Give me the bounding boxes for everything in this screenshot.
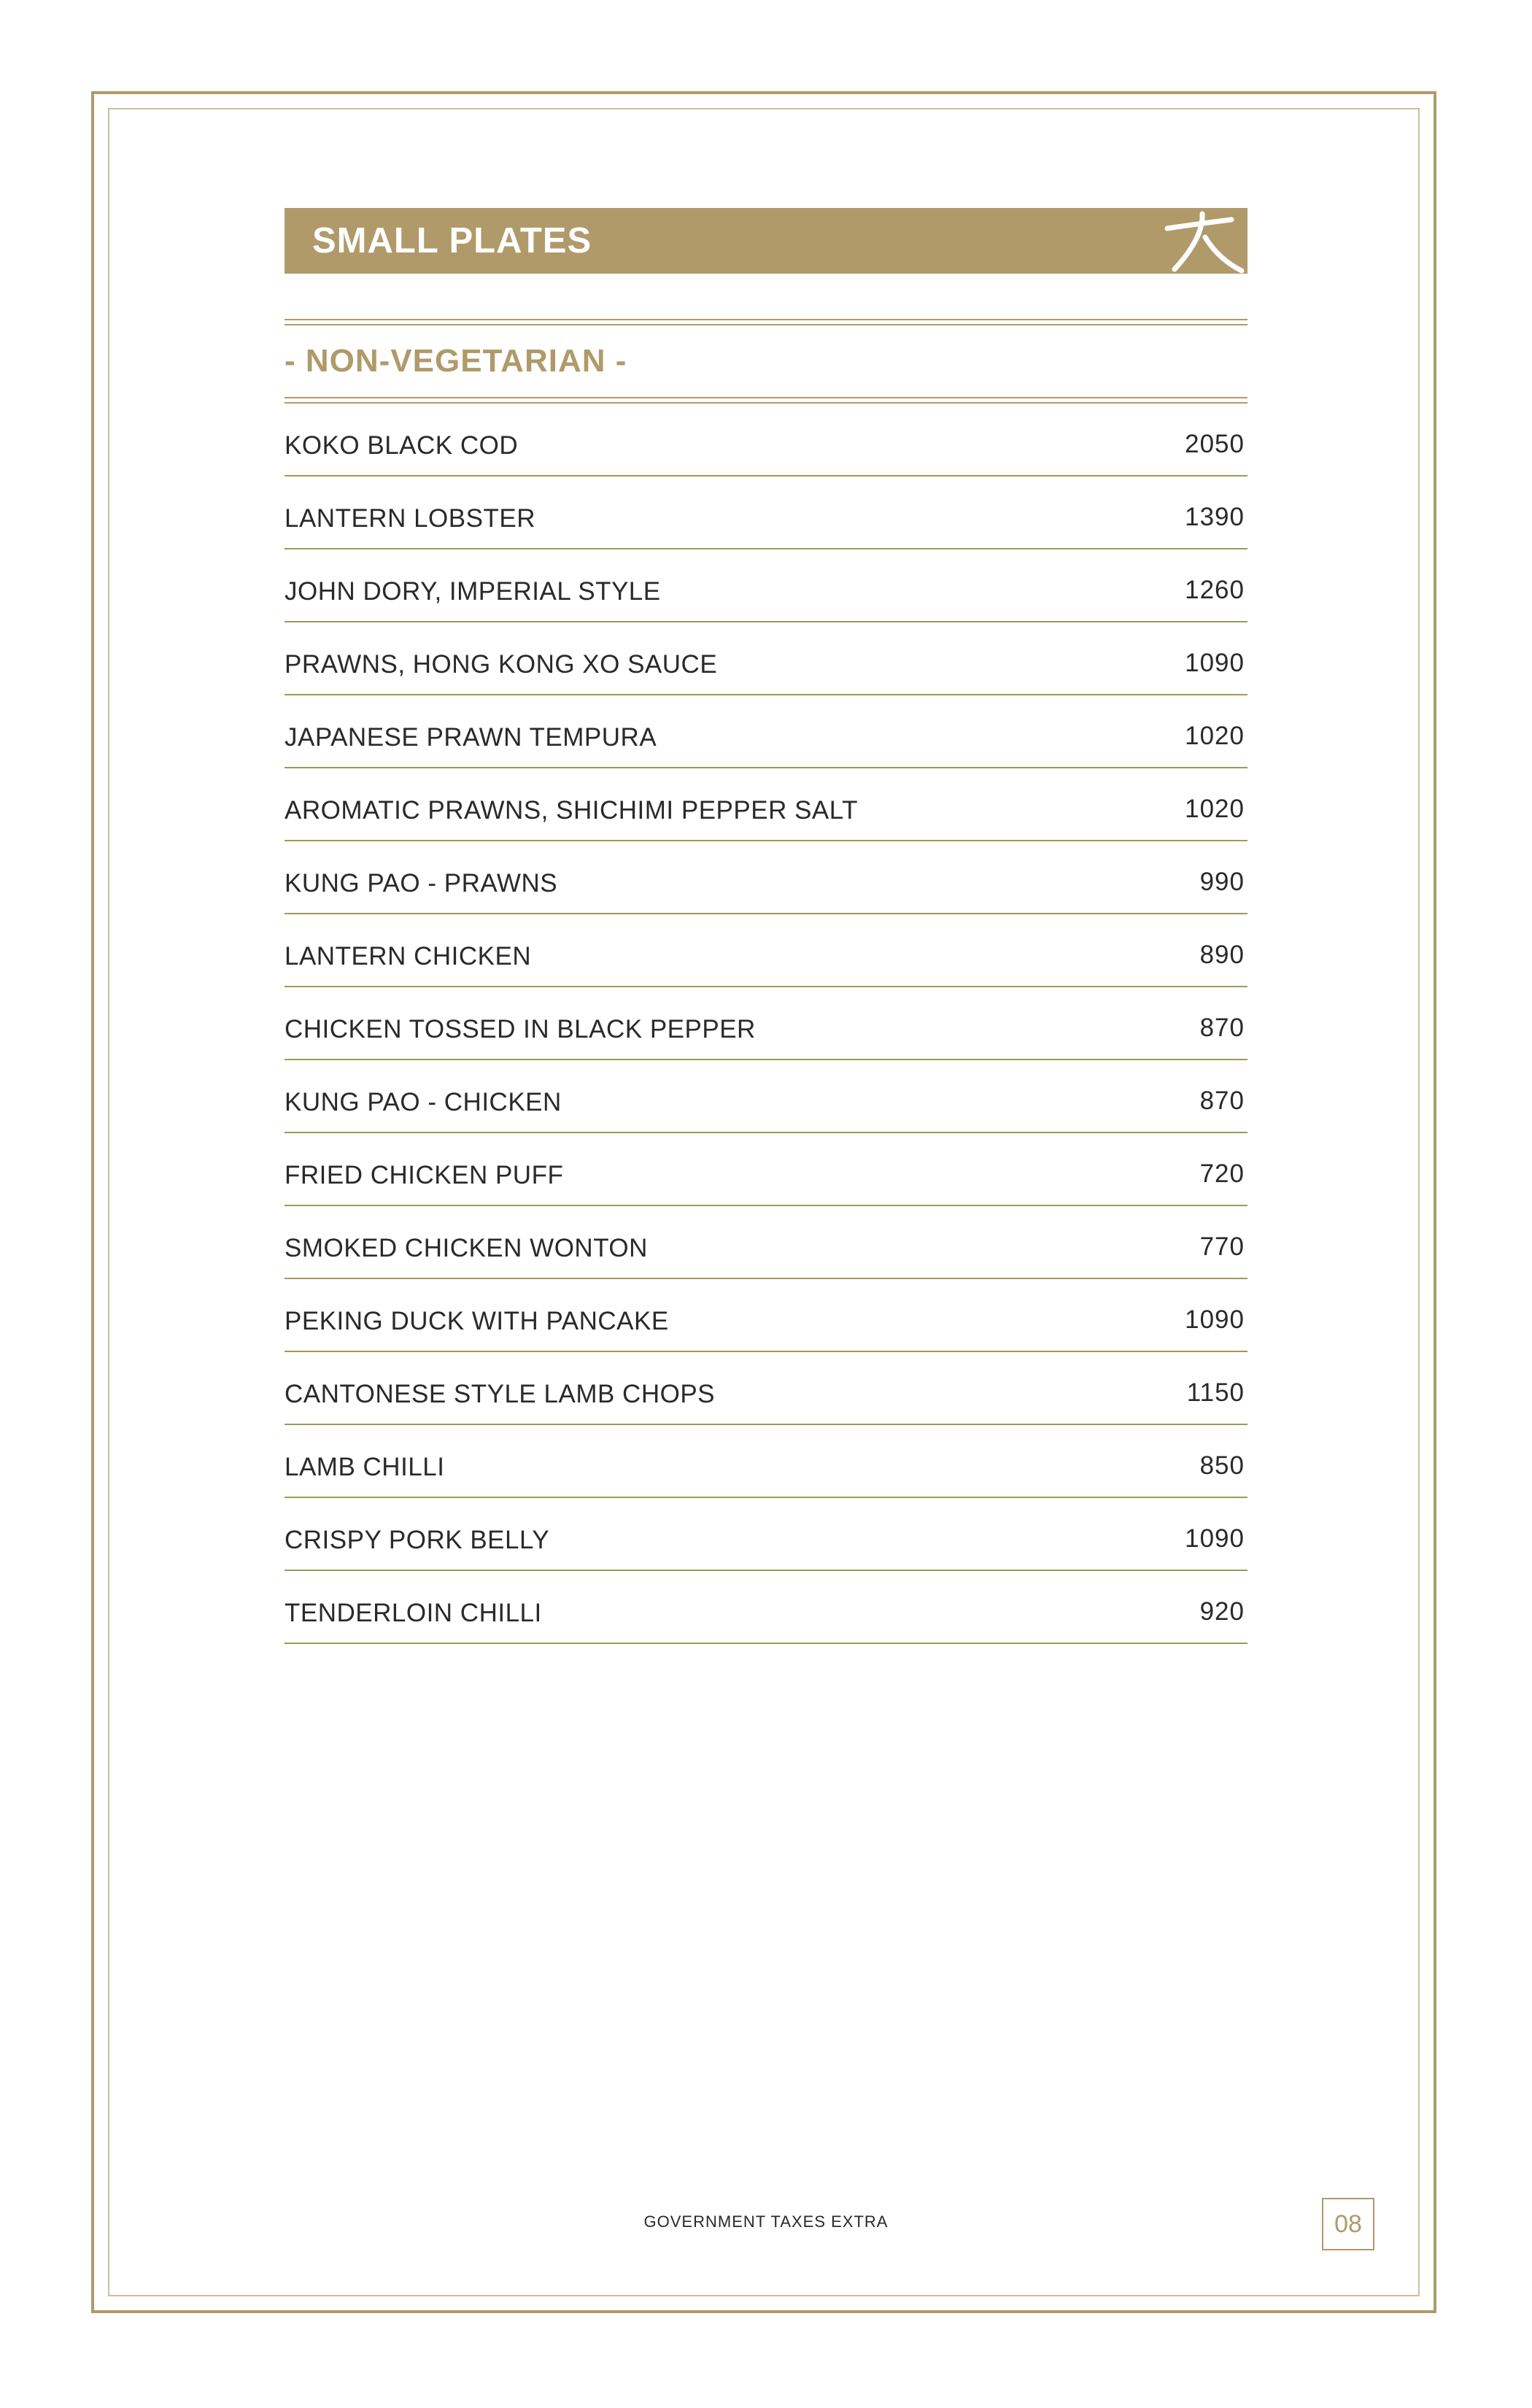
menu-item [285, 914, 1247, 987]
menu-item-name: CANTONESE STYLE LAMB CHOPS [285, 1380, 716, 1408]
menu-item [285, 1352, 1247, 1425]
menu-item-price: 1260 [1185, 576, 1245, 604]
menu-item-name: KOKO BLACK COD [285, 431, 519, 460]
menu-item-name: PEKING DUCK WITH PANCAKE [285, 1307, 669, 1335]
menu-item [285, 1133, 1247, 1206]
section-banner [285, 208, 1247, 274]
menu-item [285, 1279, 1247, 1352]
menu-item-name: PRAWNS, HONG KONG XO SAUCE [285, 650, 718, 679]
menu-item-price: 990 [1199, 868, 1245, 896]
menu-item-price: 1390 [1185, 503, 1245, 531]
menu-item-price: 770 [1199, 1232, 1245, 1261]
menu-item-name: SMOKED CHICKEN WONTON [285, 1234, 648, 1262]
menu-item-name: AROMATIC PRAWNS, SHICHIMI PEPPER SALT [285, 796, 859, 825]
menu-item-name: JOHN DORY, IMPERIAL STYLE [285, 577, 661, 606]
menu-item-price: 1020 [1185, 795, 1245, 823]
menu-item-name: KUNG PAO - CHICKEN [285, 1088, 562, 1116]
menu-item [285, 841, 1247, 914]
menu-item [285, 1425, 1247, 1498]
menu-item-price: 1020 [1185, 722, 1245, 750]
section-title: SMALL PLATES [312, 221, 592, 261]
menu-item-name: TENDERLOIN CHILLI [285, 1599, 542, 1627]
menu-item-name: CHICKEN TOSSED IN BLACK PEPPER [285, 1015, 756, 1043]
menu-content [285, 208, 1247, 1644]
menu-item [285, 1206, 1247, 1279]
menu-item-list [285, 404, 1247, 1644]
menu-item [285, 1571, 1247, 1644]
menu-item [285, 404, 1247, 476]
menu-item [285, 768, 1247, 841]
page-number: 08 [1322, 2198, 1374, 2250]
menu-item [285, 695, 1247, 768]
menu-item-name: FRIED CHICKEN PUFF [285, 1161, 564, 1189]
chinese-character-da-icon [1145, 208, 1247, 274]
menu-item-price: 720 [1199, 1159, 1245, 1188]
subsection-heading: - NON-VEGETARIAN - [285, 343, 627, 379]
menu-item-price: 870 [1199, 1087, 1245, 1115]
taxes-note: GOVERNMENT TAXES EXTRA [643, 2212, 889, 2231]
menu-item [285, 1060, 1247, 1133]
menu-item-price: 870 [1199, 1014, 1245, 1042]
menu-item [285, 1498, 1247, 1571]
menu-item-name: KUNG PAO - PRAWNS [285, 869, 558, 898]
menu-item-name: LAMB CHILLI [285, 1453, 445, 1481]
menu-item-name: LANTERN CHICKEN [285, 942, 532, 970]
divider-double-bottom [285, 397, 1247, 404]
menu-item-price: 2050 [1185, 430, 1245, 458]
menu-item-price: 1090 [1185, 649, 1245, 677]
menu-item-price: 890 [1199, 941, 1245, 969]
menu-item-price: 1150 [1186, 1378, 1245, 1407]
menu-item-price: 920 [1199, 1597, 1245, 1626]
menu-item-name: CRISPY PORK BELLY [285, 1526, 550, 1554]
menu-item-price: 850 [1199, 1451, 1245, 1480]
menu-item-price: 1090 [1185, 1305, 1245, 1334]
menu-item-name: LANTERN LOBSTER [285, 504, 535, 533]
menu-item [285, 549, 1247, 622]
menu-item-name: JAPANESE PRAWN TEMPURA [285, 723, 657, 752]
menu-item [285, 622, 1247, 695]
menu-item [285, 987, 1247, 1060]
menu-item-price: 1090 [1185, 1524, 1245, 1553]
divider-double-top [285, 319, 1247, 325]
menu-item [285, 476, 1247, 549]
